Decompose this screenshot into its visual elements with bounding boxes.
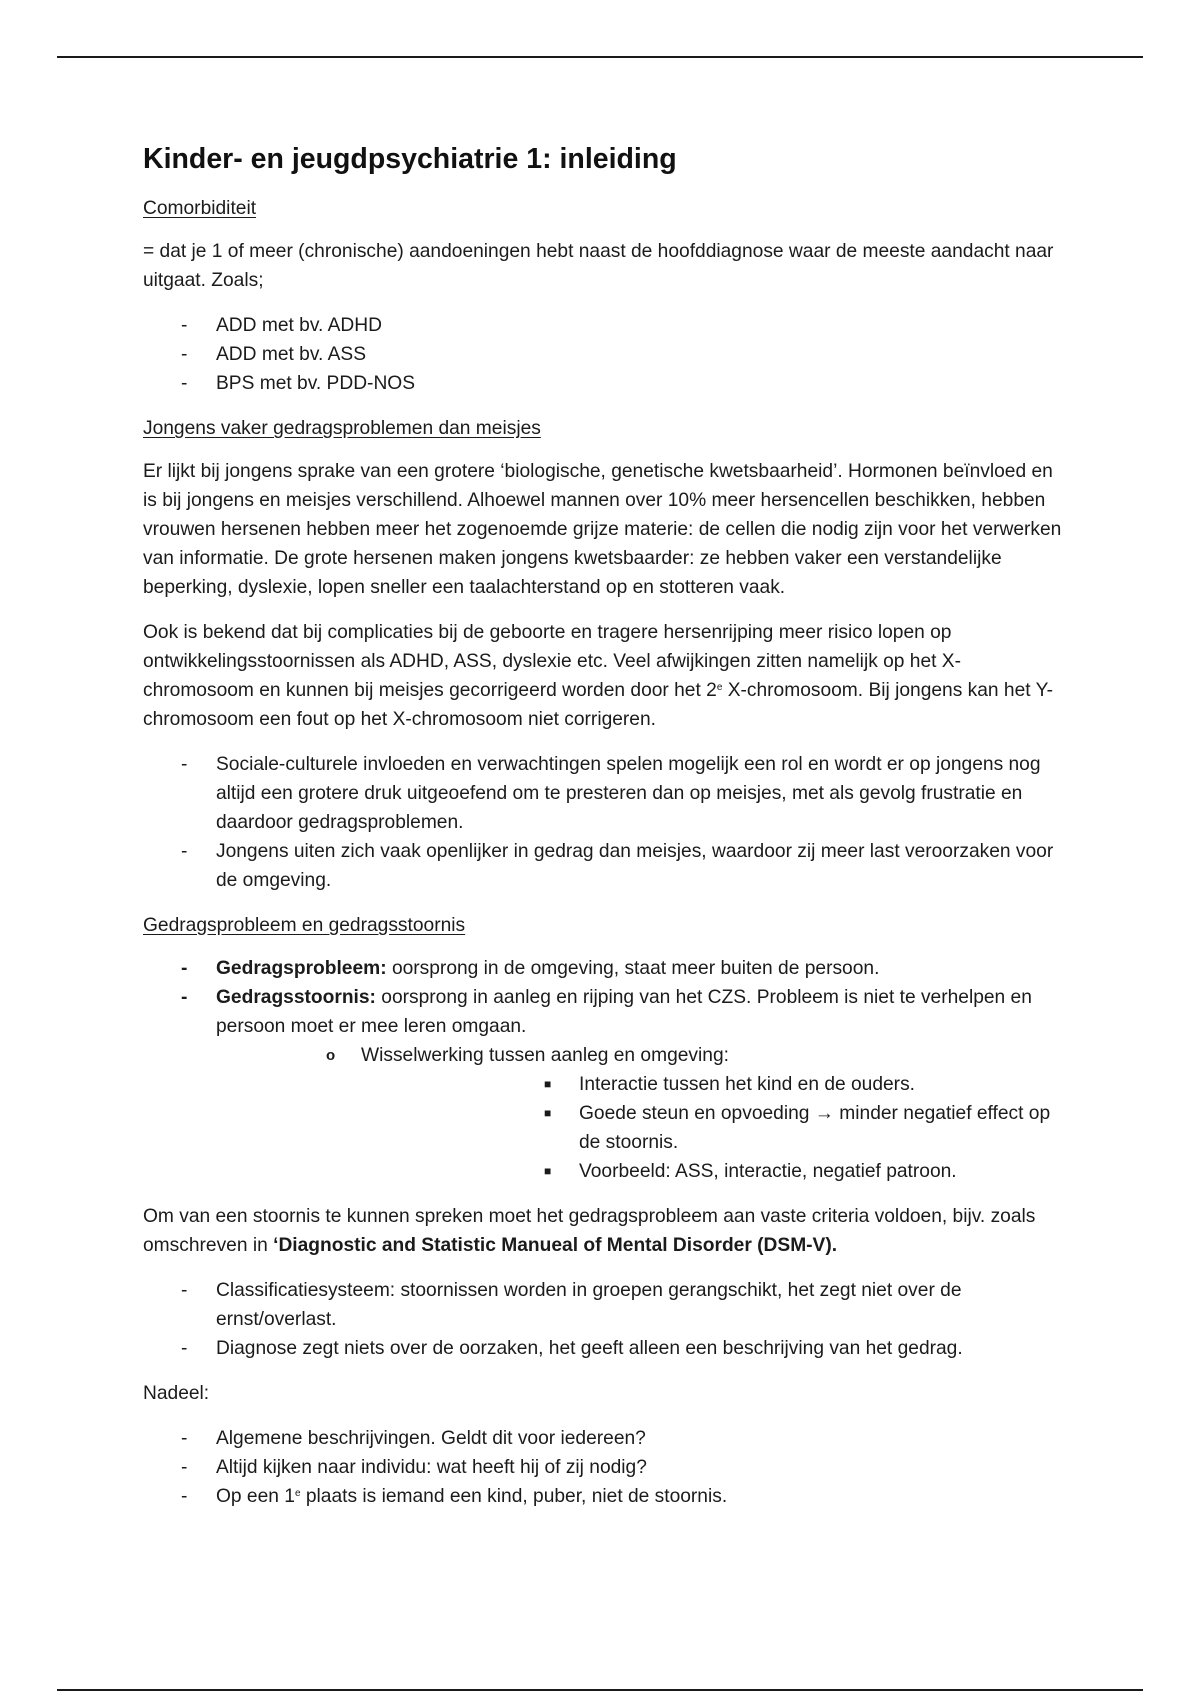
bullet-list-classificatie [143, 1276, 1063, 1363]
list-item: ■ Voorbeeld: ASS, interactie, negatief patroon. [544, 1161, 957, 1182]
list-item: - Algemene beschrijvingen. Geldt dit voor iedereen? [181, 1428, 646, 1449]
list-item: ■ Goede steun en opvoeding → minder negatief effect op de stoornis. [544, 1103, 1051, 1153]
list-item: - Classificatiesysteem: stoornissen worden in groepen gerangschikt, het zegt niet over de ernst/overlast. [181, 1280, 962, 1330]
list-item: - Diagnose zegt niets over de oorzaken, het geeft alleen een beschrijving van het gedrag. [181, 1338, 963, 1359]
nadeel-label: Nadeel: [143, 1383, 210, 1404]
paragraph-jongens-2: Ook is bekend dat bij complicaties bij de geboorte en tragere hersenrijping meer risico lopen op ontwikkelingsstoornissen als ADHD, ASS, dyslexie etc. Veel afwijkingen zitten namelijk op het X-chromosoom en kunnen bij meisjes gecorrigeerd worden door het 2e X-chromosoom. Bij jongens kan het Y-chromosoom een fout op het X-chromosoom niet corrigeren. [143, 622, 1054, 730]
list-item: - ADD met bv. ADHD [181, 315, 382, 336]
bullet-list-jongens [143, 750, 1063, 895]
sub-sub-list [361, 1070, 1063, 1186]
section-heading-gedrag: Gedragsprobleem en gedragsstoornis [143, 915, 466, 936]
list-item: - Altijd kijken naar individu: wat heeft hij of zij nodig? [181, 1457, 647, 1478]
paragraph-dsm: Om van een stoornis te kunnen spreken moet het gedragsprobleem aan vaste criteria voldoen, bijv. zoals omschreven in ‘Diagnostic and Statistic Manueal of Mental Disorder (DSM-V). [143, 1206, 1036, 1256]
bullet-list-gedrag [143, 954, 1063, 1186]
list-item: - Sociale-culturele invloeden en verwachtingen spelen mogelijk een rol en wordt er op jongens nog altijd een grotere druk uitgeoefend om te presteren dan op meisjes, met als gevolg frustratie en daardoor gedragsproblemen. [181, 754, 1041, 833]
list-item: - Op een 1e plaats is iemand een kind, puber, niet de stoornis. [181, 1486, 728, 1507]
list-item: o Wisselwerking tussen aanleg en omgeving: ■ Interactie tussen het kind en de ouders. ■ Goede steun en opvoeding → minder negatief effect op de stoornis. ■ Voorbeeld: ASS, interactie, negatief patroon. [216, 1041, 1063, 1186]
footer-rule [57, 1689, 1143, 1691]
section-heading-jongens: Jongens vaker gedragsproblemen dan meisjes [143, 418, 541, 439]
paragraph-comorbiditeit-intro: = dat je 1 of meer (chronische) aandoeningen hebt naast de hoofddiagnose waar de meeste aandacht naar uitgaat. Zoals; [143, 241, 1054, 291]
list-item: - Gedragsprobleem: oorsprong in de omgeving, staat meer buiten de persoon. [181, 958, 880, 979]
page-title: Kinder- en jeugdpsychiatrie 1: inleiding [143, 143, 677, 175]
list-item: - Gedragsstoornis: oorsprong in aanleg en rijping van het CZS. Probleem is niet te verhelpen en persoon moet er mee leren omgaan. o Wisselwerking tussen aanleg en omgeving: ■ Interactie tussen het kind en de ouders. ■ Goede steun en opvoeding → minder negatief effect op de stoornis. ■ Voorbeeld: ASS, interactie, negatief patroon. [143, 983, 1063, 1186]
header-rule [57, 56, 1143, 58]
bullet-list-comorbiditeit [143, 311, 1063, 398]
list-item: - BPS met bv. PDD-NOS [181, 373, 416, 394]
list-item: - ADD met bv. ASS [181, 344, 366, 365]
list-item: - Jongens uiten zich vaak openlijker in gedrag dan meisjes, waardoor zij meer last veroorzaken voor de omgeving. [181, 841, 1054, 891]
bullet-list-nadeel [143, 1424, 1063, 1511]
sub-list [216, 1041, 1063, 1186]
paragraph-jongens-1: Er lijkt bij jongens sprake van een grotere ‘biologische, genetische kwetsbaarheid’. Hormonen beïnvloed en is bij jongens en meisjes verschillend. Alhoewel mannen over 10% meer hersencellen beschikken, hebben vrouwen hersenen hebben meer het zogenoemde grijze materie: de cellen die nodig zijn voor het verwerken van informatie. De grote hersenen maken jongens kwetsbaarder: ze hebben vaker een verstandelijke beperking, dyslexie, lopen sneller een taalachterstand op en stotteren vaak. [143, 461, 1062, 598]
list-item: ■ Interactie tussen het kind en de ouders. [544, 1074, 915, 1095]
section-heading-comorbiditeit: Comorbiditeit [143, 198, 257, 219]
document-body [143, 140, 1063, 1527]
